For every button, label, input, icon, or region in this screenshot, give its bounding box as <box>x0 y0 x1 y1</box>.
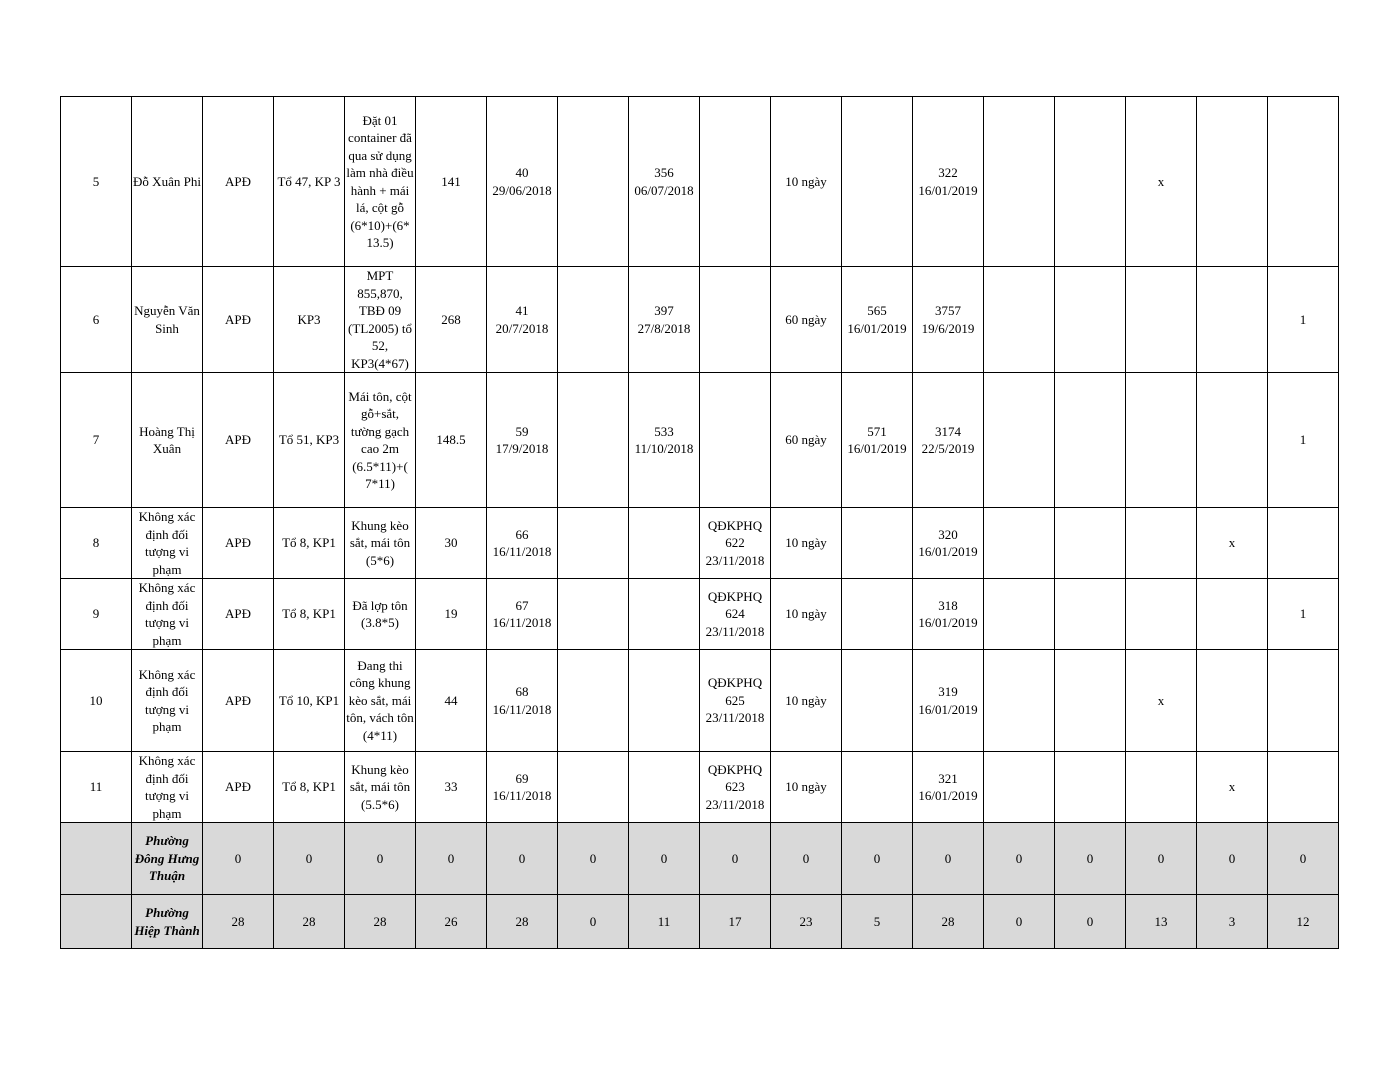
stt-cell: 6 <box>61 267 132 373</box>
stt-cell: 10 <box>61 650 132 752</box>
type-cell: APĐ <box>203 579 274 650</box>
col16-cell <box>1197 97 1268 267</box>
col6-cell: 68 16/11/2018 <box>487 650 558 752</box>
summary-value-cell: 0 <box>416 823 487 895</box>
area-cell: 268 <box>416 267 487 373</box>
col14-cell <box>1055 752 1126 823</box>
summary-value-cell: 28 <box>274 895 345 949</box>
summary-value-cell: 17 <box>700 895 771 949</box>
col17-cell <box>1268 752 1339 823</box>
col16-cell: x <box>1197 752 1268 823</box>
summary-value-cell: 3 <box>1197 895 1268 949</box>
name-cell: Không xác định đối tượng vi phạm <box>132 752 203 823</box>
col11-cell <box>842 650 913 752</box>
table-body <box>61 97 1339 949</box>
summary-value-cell: 0 <box>1268 823 1339 895</box>
col13-cell <box>984 267 1055 373</box>
summary-value-cell: 28 <box>345 895 416 949</box>
name-cell: Không xác định đối tượng vi phạm <box>132 508 203 579</box>
col11-cell: 565 16/01/2019 <box>842 267 913 373</box>
content-cell: Khung kèo sắt, mái tôn (5.5*6) <box>345 752 416 823</box>
table-row <box>61 650 1339 752</box>
col13-cell <box>984 579 1055 650</box>
summary-value-cell: 5 <box>842 895 913 949</box>
col15-cell <box>1126 267 1197 373</box>
col7-cell <box>558 373 629 508</box>
col17-cell: 1 <box>1268 267 1339 373</box>
col13-cell <box>984 373 1055 508</box>
content-cell: Đặt 01 container đã qua sử dụng làm nhà điều hành + mái lá, cột gỗ (6*10)+(6* 13.5) <box>345 97 416 267</box>
col13-cell <box>984 650 1055 752</box>
summary-value-cell: 0 <box>1197 823 1268 895</box>
ward-name-cell: Phường Đông Hưng Thuận <box>132 823 203 895</box>
type-cell: APĐ <box>203 650 274 752</box>
summary-value-cell: 0 <box>1126 823 1197 895</box>
name-cell: Không xác định đối tượng vi phạm <box>132 579 203 650</box>
col9-cell <box>700 97 771 267</box>
summary-value-cell: 13 <box>1126 895 1197 949</box>
col7-cell <box>558 508 629 579</box>
col6-cell: 69 16/11/2018 <box>487 752 558 823</box>
col14-cell <box>1055 97 1126 267</box>
summary-row <box>61 823 1339 895</box>
col7-cell <box>558 97 629 267</box>
col14-cell <box>1055 267 1126 373</box>
area-cell: 19 <box>416 579 487 650</box>
summary-value-cell: 0 <box>1055 895 1126 949</box>
col17-cell: 1 <box>1268 579 1339 650</box>
col12-cell: 3757 19/6/2019 <box>913 267 984 373</box>
col8-cell: 533 11/10/2018 <box>629 373 700 508</box>
content-cell: Đã lợp tôn (3.8*5) <box>345 579 416 650</box>
address-cell: Tổ 8, KP1 <box>274 579 345 650</box>
summary-value-cell: 0 <box>558 895 629 949</box>
address-cell: Tổ 51, KP3 <box>274 373 345 508</box>
col6-cell: 66 16/11/2018 <box>487 508 558 579</box>
ward-name-cell: Phường Hiệp Thành <box>132 895 203 949</box>
deadline-cell: 10 ngày <box>771 650 842 752</box>
col8-cell <box>629 752 700 823</box>
col14-cell <box>1055 373 1126 508</box>
col6-cell: 67 16/11/2018 <box>487 579 558 650</box>
col11-cell: 571 16/01/2019 <box>842 373 913 508</box>
col17-cell <box>1268 97 1339 267</box>
type-cell: APĐ <box>203 752 274 823</box>
col11-cell <box>842 752 913 823</box>
col16-cell <box>1197 267 1268 373</box>
col13-cell <box>984 97 1055 267</box>
col6-cell: 59 17/9/2018 <box>487 373 558 508</box>
stt-cell: 5 <box>61 97 132 267</box>
address-cell: Tổ 10, KP1 <box>274 650 345 752</box>
col15-cell <box>1126 373 1197 508</box>
col15-cell <box>1126 579 1197 650</box>
col8-cell <box>629 579 700 650</box>
col7-cell <box>558 752 629 823</box>
col15-cell <box>1126 752 1197 823</box>
col6-cell: 40 29/06/2018 <box>487 97 558 267</box>
col13-cell <box>984 752 1055 823</box>
summary-value-cell: 0 <box>700 823 771 895</box>
summary-value-cell: 0 <box>558 823 629 895</box>
col17-cell <box>1268 650 1339 752</box>
area-cell: 33 <box>416 752 487 823</box>
name-cell: Đỗ Xuân Phi <box>132 97 203 267</box>
col9-cell: QĐKPHQ 625 23/11/2018 <box>700 650 771 752</box>
summary-value-cell: 28 <box>487 895 558 949</box>
summary-value-cell: 0 <box>771 823 842 895</box>
col17-cell: 1 <box>1268 373 1339 508</box>
col9-cell: QĐKPHQ 623 23/11/2018 <box>700 752 771 823</box>
area-cell: 44 <box>416 650 487 752</box>
deadline-cell: 10 ngày <box>771 752 842 823</box>
address-cell: Tổ 47, KP 3 <box>274 97 345 267</box>
summary-value-cell: 0 <box>984 895 1055 949</box>
summary-value-cell: 0 <box>913 823 984 895</box>
deadline-cell: 10 ngày <box>771 579 842 650</box>
table-row <box>61 97 1339 267</box>
col7-cell <box>558 267 629 373</box>
col7-cell <box>558 579 629 650</box>
col12-cell: 320 16/01/2019 <box>913 508 984 579</box>
col11-cell <box>842 508 913 579</box>
col15-cell: x <box>1126 97 1197 267</box>
summary-value-cell: 0 <box>487 823 558 895</box>
deadline-cell: 60 ngày <box>771 373 842 508</box>
col16-cell: x <box>1197 508 1268 579</box>
col12-cell: 319 16/01/2019 <box>913 650 984 752</box>
stt-cell <box>61 823 132 895</box>
area-cell: 141 <box>416 97 487 267</box>
deadline-cell: 10 ngày <box>771 508 842 579</box>
address-cell: KP3 <box>274 267 345 373</box>
content-cell: MPT 855,870, TBĐ 09 (TL2005) tổ 52, KP3(4*67) <box>345 267 416 373</box>
col15-cell: x <box>1126 650 1197 752</box>
summary-value-cell: 0 <box>629 823 700 895</box>
table-row <box>61 508 1339 579</box>
deadline-cell: 60 ngày <box>771 267 842 373</box>
content-cell: Khung kèo sắt, mái tôn (5*6) <box>345 508 416 579</box>
area-cell: 148.5 <box>416 373 487 508</box>
type-cell: APĐ <box>203 267 274 373</box>
type-cell: APĐ <box>203 373 274 508</box>
stt-cell <box>61 895 132 949</box>
summary-value-cell: 28 <box>203 895 274 949</box>
col14-cell <box>1055 508 1126 579</box>
type-cell: APĐ <box>203 97 274 267</box>
deadline-cell: 10 ngày <box>771 97 842 267</box>
col13-cell <box>984 508 1055 579</box>
summary-value-cell: 0 <box>274 823 345 895</box>
col12-cell: 318 16/01/2019 <box>913 579 984 650</box>
name-cell: Hoàng Thị Xuân <box>132 373 203 508</box>
summary-value-cell: 12 <box>1268 895 1339 949</box>
stt-cell: 11 <box>61 752 132 823</box>
summary-value-cell: 0 <box>984 823 1055 895</box>
summary-value-cell: 26 <box>416 895 487 949</box>
content-cell: Mái tôn, cột gỗ+sắt, tường gạch cao 2m (6.5*11)+( 7*11) <box>345 373 416 508</box>
address-cell: Tổ 8, KP1 <box>274 508 345 579</box>
col9-cell <box>700 267 771 373</box>
col9-cell: QĐKPHQ 624 23/11/2018 <box>700 579 771 650</box>
col16-cell <box>1197 579 1268 650</box>
stt-cell: 8 <box>61 508 132 579</box>
stt-cell: 7 <box>61 373 132 508</box>
summary-value-cell: 0 <box>842 823 913 895</box>
col9-cell <box>700 373 771 508</box>
stt-cell: 9 <box>61 579 132 650</box>
col15-cell <box>1126 508 1197 579</box>
col11-cell <box>842 579 913 650</box>
summary-value-cell: 23 <box>771 895 842 949</box>
col16-cell <box>1197 650 1268 752</box>
col11-cell <box>842 97 913 267</box>
table-row <box>61 579 1339 650</box>
col16-cell <box>1197 373 1268 508</box>
col14-cell <box>1055 579 1126 650</box>
summary-value-cell: 0 <box>345 823 416 895</box>
col9-cell: QĐKPHQ 622 23/11/2018 <box>700 508 771 579</box>
col14-cell <box>1055 650 1126 752</box>
col12-cell: 3174 22/5/2019 <box>913 373 984 508</box>
col12-cell: 321 16/01/2019 <box>913 752 984 823</box>
col12-cell: 322 16/01/2019 <box>913 97 984 267</box>
violations-table <box>60 96 1339 949</box>
col8-cell <box>629 650 700 752</box>
col6-cell: 41 20/7/2018 <box>487 267 558 373</box>
col8-cell: 356 06/07/2018 <box>629 97 700 267</box>
summary-row <box>61 895 1339 949</box>
table-row <box>61 373 1339 508</box>
table-row <box>61 267 1339 373</box>
summary-value-cell: 0 <box>203 823 274 895</box>
summary-value-cell: 11 <box>629 895 700 949</box>
area-cell: 30 <box>416 508 487 579</box>
col8-cell <box>629 508 700 579</box>
type-cell: APĐ <box>203 508 274 579</box>
col17-cell <box>1268 508 1339 579</box>
name-cell: Không xác định đối tượng vi phạm <box>132 650 203 752</box>
table-row <box>61 752 1339 823</box>
col7-cell <box>558 650 629 752</box>
summary-value-cell: 0 <box>1055 823 1126 895</box>
name-cell: Nguyễn Văn Sinh <box>132 267 203 373</box>
content-cell: Đang thi công khung kèo sắt, mái tôn, vách tôn (4*11) <box>345 650 416 752</box>
col8-cell: 397 27/8/2018 <box>629 267 700 373</box>
summary-value-cell: 28 <box>913 895 984 949</box>
address-cell: Tổ 8, KP1 <box>274 752 345 823</box>
